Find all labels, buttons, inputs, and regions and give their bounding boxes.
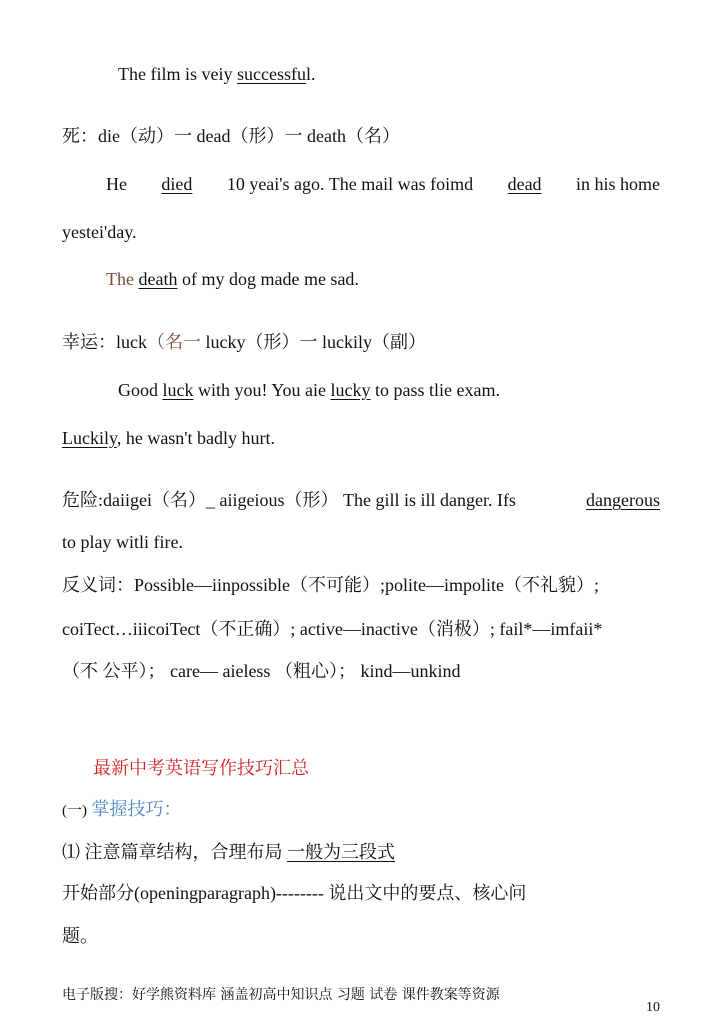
line-structure (62, 840, 660, 864)
text: He (106, 174, 127, 194)
text: 掌握技巧： (87, 799, 182, 819)
text: to pass tlie exam. (370, 380, 500, 400)
text: The film is veiy (118, 64, 237, 84)
text: 危险:daiigei（名）_ aiigeious（形） The gill is ill danger. Ifs (62, 490, 516, 510)
text: in his home (575, 174, 660, 194)
text: 10 yeai's ago. The mail was foimd (226, 174, 474, 194)
text: 幸运：luck (62, 332, 147, 352)
page-number: 10 (646, 1000, 660, 1015)
text: lucky（形）一 luckily（副） (201, 332, 426, 352)
text: 注意篇章结构，合理布局 (80, 842, 287, 862)
underlined-word: successfu (236, 64, 306, 84)
line-death-dog (106, 267, 660, 291)
line-he-died (106, 172, 660, 196)
text: 开始部分(openingparagraph)-------- 说出文中的要点、核心问 (62, 883, 527, 903)
line-danger-heading (62, 488, 660, 512)
text: (一) (62, 803, 87, 819)
line-yesterday (62, 220, 660, 244)
section-title (93, 756, 660, 780)
text: , he wasn't badly hurt. (116, 428, 276, 448)
line-luck-heading (62, 330, 660, 354)
text: with you! You aie (193, 380, 331, 400)
underlined-word: Luckily (62, 428, 117, 448)
footer-note (62, 983, 660, 1007)
text: to play witli fire. (62, 532, 183, 552)
line-play-fire (62, 530, 660, 554)
text: l. (305, 64, 316, 84)
line-antonyms-2 (62, 617, 660, 641)
underlined-word: death (138, 269, 178, 289)
line-question (62, 924, 660, 948)
underlined-word: died (161, 174, 193, 194)
underlined-word: dead (507, 174, 542, 194)
line-good-luck (118, 378, 660, 402)
underlined-phrase: 一般为三段式 (287, 842, 395, 862)
line-film (118, 62, 660, 86)
line-antonyms-3 (62, 659, 660, 683)
text: ⑴ (62, 842, 80, 862)
underlined-word: luck (162, 380, 194, 400)
text: 电子版搜：好学熊资料库 涵盖初高中知识点 习题 试卷 课件教案等资源 (62, 987, 500, 1003)
text: of my dog made me sad. (177, 269, 359, 289)
line-antonyms-1 (62, 573, 660, 597)
text: 最新中考英语写作技巧汇总 (93, 758, 309, 778)
text: （不 公平）； care— aieless （粗心）； kind—unkind (62, 661, 461, 681)
text: 题。 (62, 926, 98, 946)
line-opening (62, 881, 660, 905)
line-luckily (62, 426, 660, 450)
text: Good (118, 380, 163, 400)
text: （名一 (147, 332, 201, 352)
text: coiTect…iiicoiTect（不正确）; active—inactive（消极）; fail*—imfaii* (62, 619, 603, 639)
text: 反义词：Possible—iinpossible（不可能）;polite—impolite（不礼貌）; (62, 575, 600, 595)
text: The (106, 269, 134, 289)
line-master-skills (62, 797, 660, 823)
underlined-word: dangerous (586, 490, 660, 510)
line-die-heading (62, 124, 660, 148)
underlined-word: lucky (330, 380, 371, 400)
text: 死：die（动）一 dead（形）一 death（名） (62, 126, 400, 146)
text: yestei'day. (62, 222, 137, 242)
